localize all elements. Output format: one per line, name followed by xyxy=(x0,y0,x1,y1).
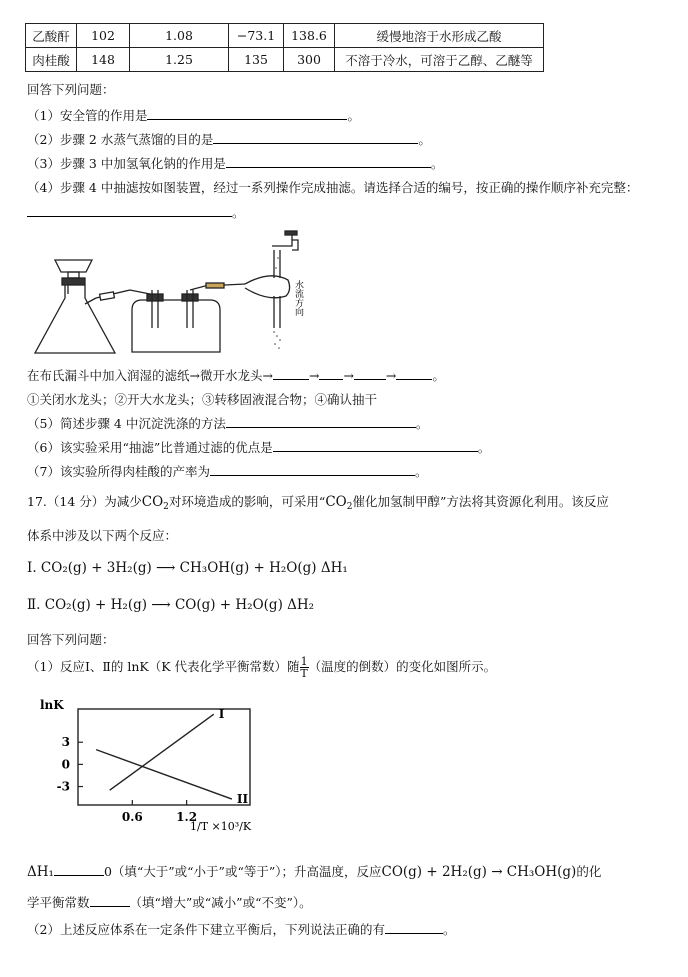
question-text: （7）该实验所得肉桂酸的产率为 xyxy=(27,464,210,479)
question-text: （1）反应Ⅰ、Ⅱ的 lnK（K 代表化学平衡常数）随 xyxy=(27,659,300,674)
table-cell: 不溶于冷水，可溶于乙醇、乙醚等 xyxy=(335,48,544,72)
plot-frame xyxy=(78,709,250,805)
period: 。 xyxy=(432,368,445,383)
answer-blank[interactable] xyxy=(354,379,386,380)
q16-part4 xyxy=(27,178,638,196)
q17-fill2 xyxy=(27,893,312,911)
safety-bottle xyxy=(132,300,220,352)
question-text: （4）步骤 4 中抽滤按如图装置，经过一系列操作完成抽滤。请选择合适的编号，按正确的操作顺序补充完整： xyxy=(27,180,639,195)
q17-part2 xyxy=(27,920,455,938)
lnk-chart xyxy=(30,695,270,845)
answer-blank[interactable] xyxy=(396,379,432,380)
q16-part6 xyxy=(27,438,490,456)
question-text: 的化 xyxy=(576,864,602,879)
answer-blank[interactable] xyxy=(147,119,347,120)
reaction-ii xyxy=(27,597,314,613)
table-cell: 148 xyxy=(77,48,130,72)
table-cell: 300 xyxy=(284,48,335,72)
answer-blank[interactable] xyxy=(27,216,232,217)
delta-h1: ΔH₁ xyxy=(27,864,54,880)
table-cell: 135 xyxy=(229,48,284,72)
question-text: （5）简述步骤 4 中沉淀洗涤的方法 xyxy=(27,416,226,431)
period: 。 xyxy=(415,416,429,431)
q17-heading xyxy=(27,492,609,512)
x-tick-label: 1.2 xyxy=(176,810,198,824)
reaction-label: Ⅰ. xyxy=(27,560,37,576)
answer-blank[interactable] xyxy=(226,167,431,168)
table-cell: 1.25 xyxy=(130,48,229,72)
table-cell: 138.6 xyxy=(284,24,335,48)
series-line-II xyxy=(96,750,232,799)
q16-part1 xyxy=(27,106,360,124)
answer-blank[interactable] xyxy=(385,933,443,934)
question-text: （6）该实验采用“抽滤”比普通过滤的优点是 xyxy=(27,440,273,455)
reaction-label: Ⅱ. xyxy=(27,597,41,613)
heading-text: 催化加氢制甲醇”方法将其资源化利用。该反应 xyxy=(352,494,609,509)
suction-filtration-apparatus xyxy=(30,228,330,358)
y-tick-label: -3 xyxy=(56,779,70,794)
q17-part1 xyxy=(27,656,496,679)
q16-part4-answer xyxy=(27,203,245,221)
answer-blank[interactable] xyxy=(54,875,104,876)
answer-blank[interactable] xyxy=(273,451,478,452)
answer-blank[interactable] xyxy=(90,906,130,907)
y-tick-label: 0 xyxy=(61,757,70,772)
period: 。 xyxy=(442,922,456,937)
period: 。 xyxy=(347,108,360,123)
answer-blank[interactable] xyxy=(319,379,343,380)
q16-part5 xyxy=(27,414,428,432)
q16-sequence xyxy=(27,366,445,384)
q17-line2: 体系中涉及以下两个反应： xyxy=(27,528,178,543)
answer-blank[interactable] xyxy=(213,143,418,144)
table-row xyxy=(26,24,544,48)
arrow: → xyxy=(385,368,397,383)
co2-formula: $CO_2$ xyxy=(325,494,353,512)
properties-table xyxy=(25,23,544,72)
answer-blank[interactable] xyxy=(210,475,415,476)
water-aspirator xyxy=(245,276,290,298)
co2-formula: $CO_2$ xyxy=(141,494,169,512)
period: 。 xyxy=(232,205,245,220)
q17-fill1 xyxy=(27,862,601,880)
x-tick-label: 0.6 xyxy=(121,810,143,824)
question-text: （温度的倒数）的变化如图所示。 xyxy=(308,659,497,674)
answer-blank[interactable] xyxy=(226,427,416,428)
table-cell: 102 xyxy=(77,24,130,48)
question-text: （填“增大”或“减小”或“不变”）。 xyxy=(129,895,312,910)
x-axis-label: 1/T ×10³/K xyxy=(190,820,252,833)
reaction-equation: CO₂(g) + 3H₂(g) ⟶ CH₃OH(g) + H₂O(g) ΔH₁ xyxy=(40,560,348,576)
table-cell: 肉桂酸 xyxy=(26,48,77,72)
q16-part3 xyxy=(27,154,443,172)
period: 。 xyxy=(418,132,431,147)
series-label-II: II xyxy=(236,792,249,807)
arrow: → xyxy=(343,368,354,383)
answer-blank[interactable] xyxy=(273,379,309,380)
period: 。 xyxy=(430,156,444,171)
question-text: （1）安全管的作用是 xyxy=(27,108,148,123)
q16-options: ①关闭水龙头；②开大水龙头；③转移固液混合物；④确认抽干 xyxy=(27,392,378,407)
table-row xyxy=(26,48,544,72)
table-cell: 1.08 xyxy=(130,24,229,48)
arrow: → xyxy=(308,368,320,383)
q16-part2 xyxy=(27,130,431,148)
heading-text: 对环境造成的影响，可采用“ xyxy=(168,494,326,509)
reaction-i xyxy=(27,560,348,576)
buchner-funnel xyxy=(55,260,92,272)
period: 。 xyxy=(414,464,428,479)
question-text: 学平衡常数 xyxy=(27,895,90,910)
question-text: 0（填“大于”或“小于”或“等于”）；升高温度，反应 xyxy=(103,864,382,879)
reaction-equation: CO(g) + 2H₂(g) → CH₃OH(g) xyxy=(381,864,577,880)
reaction-equation: CO₂(g) + H₂(g) ⟶ CO(g) + H₂O(g) ΔH₂ xyxy=(44,597,315,613)
q17-prompt: 回答下列问题： xyxy=(27,632,115,647)
series-label-I: I xyxy=(218,707,225,722)
q16-prompt: 回答下列问题： xyxy=(27,82,115,97)
question-text: （3）步骤 3 中加氢氧化钠的作用是 xyxy=(27,156,226,171)
sequence-text: 在布氏漏斗中加入润湿的滤纸→微开水龙头→ xyxy=(27,368,273,383)
reciprocal-temperature: $\frac{1}{T}$ xyxy=(300,655,308,680)
series-line-I xyxy=(110,714,214,790)
question-text: （2）上述反应体系在一定条件下建立平衡后，下列说法正确的有 xyxy=(27,922,385,937)
table-cell: 乙酸酐 xyxy=(26,24,77,48)
question-text: （2）步骤 2 水蒸气蒸馏的目的是 xyxy=(27,132,214,147)
heading-text: 17.（14 分）为减少 xyxy=(27,494,142,509)
table-cell: −73.1 xyxy=(229,24,284,48)
y-tick-label: 3 xyxy=(61,735,70,750)
period: 。 xyxy=(477,440,491,455)
q16-part7 xyxy=(27,462,427,480)
table-cell: 缓慢地溶于水形成乙酸 xyxy=(335,24,544,48)
water-flow-label: 水流方向 xyxy=(293,280,303,316)
y-axis-label: lnK xyxy=(40,698,64,712)
